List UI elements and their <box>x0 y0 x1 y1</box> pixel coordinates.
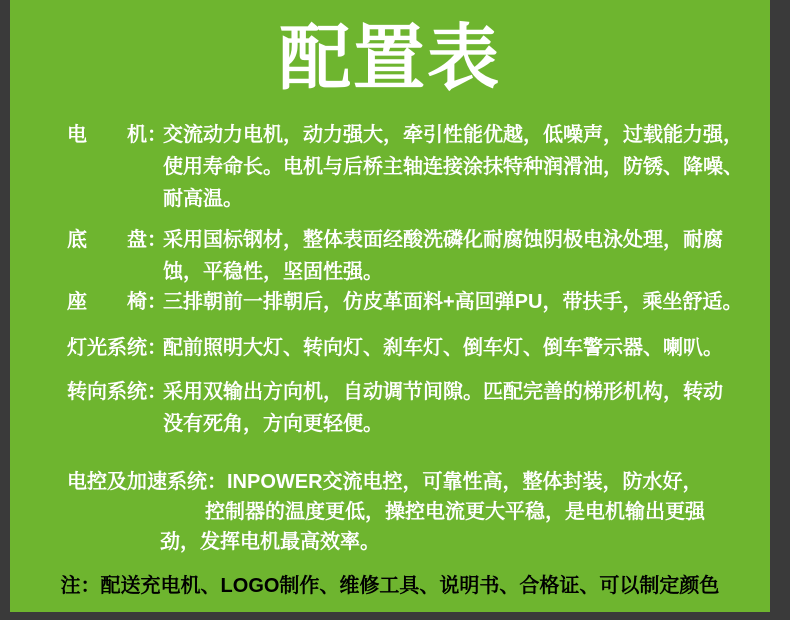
spec-line: 配前照明大灯、转向灯、刹车灯、倒车灯、倒车警示器、喇叭。 <box>163 337 723 359</box>
spec-line: 蚀，平稳性，坚固性强。 <box>163 261 383 283</box>
spec-label-lighting: 灯光系统： <box>67 337 167 359</box>
spec-line: INPOWER交流电控，可靠性高，整体封装，防水好， <box>227 471 703 493</box>
spec-label-chassis: 底 盘： <box>67 229 167 251</box>
footer-note: 注：配送充电机、LOGO制作、维修工具、说明书、合格证、可以制定颜色 <box>60 575 720 597</box>
spec-line: 三排朝前一排朝后，仿皮革面料+高回弹PU，带扶手，乘坐舒适。 <box>163 291 743 313</box>
spec-label-controller: 电控及加速系统： <box>67 471 227 493</box>
spec-line: 耐高温。 <box>163 188 243 210</box>
spec-line: 控制器的温度更低，操控电流更大平稳，是电机输出更强 <box>205 501 705 523</box>
spec-line: 使用寿命长。电机与后桥主轴连接涂抹特种润滑油，防锈、降噪、 <box>163 156 743 178</box>
spec-label-steering: 转向系统： <box>67 381 167 403</box>
spec-line: 采用国标钢材，整体表面经酸洗磷化耐腐蚀阴极电泳处理，耐腐 <box>163 229 723 251</box>
spec-row-chassis <box>10 224 770 288</box>
spec-row-controller <box>10 467 770 557</box>
spec-row-lighting <box>10 332 770 364</box>
spec-line: 没有死角，方向更轻便。 <box>163 413 383 435</box>
spec-line: 交流动力电机，动力强大，牵引性能优越，低噪声，过载能力强， <box>163 124 743 146</box>
spec-line: 采用双输出方向机，自动调节间隙。匹配完善的梯形机构，转动 <box>163 381 723 403</box>
page-title: 配置表 <box>278 19 501 99</box>
spec-row-steering <box>10 376 770 440</box>
spec-label-motor: 电 机： <box>67 124 167 146</box>
spec-line: 劲，发挥电机最高效率。 <box>160 531 380 553</box>
spec-row-motor <box>10 119 770 215</box>
green-panel <box>10 0 770 612</box>
spec-label-seat: 座 椅： <box>67 291 167 313</box>
spec-row-seat <box>10 286 770 318</box>
